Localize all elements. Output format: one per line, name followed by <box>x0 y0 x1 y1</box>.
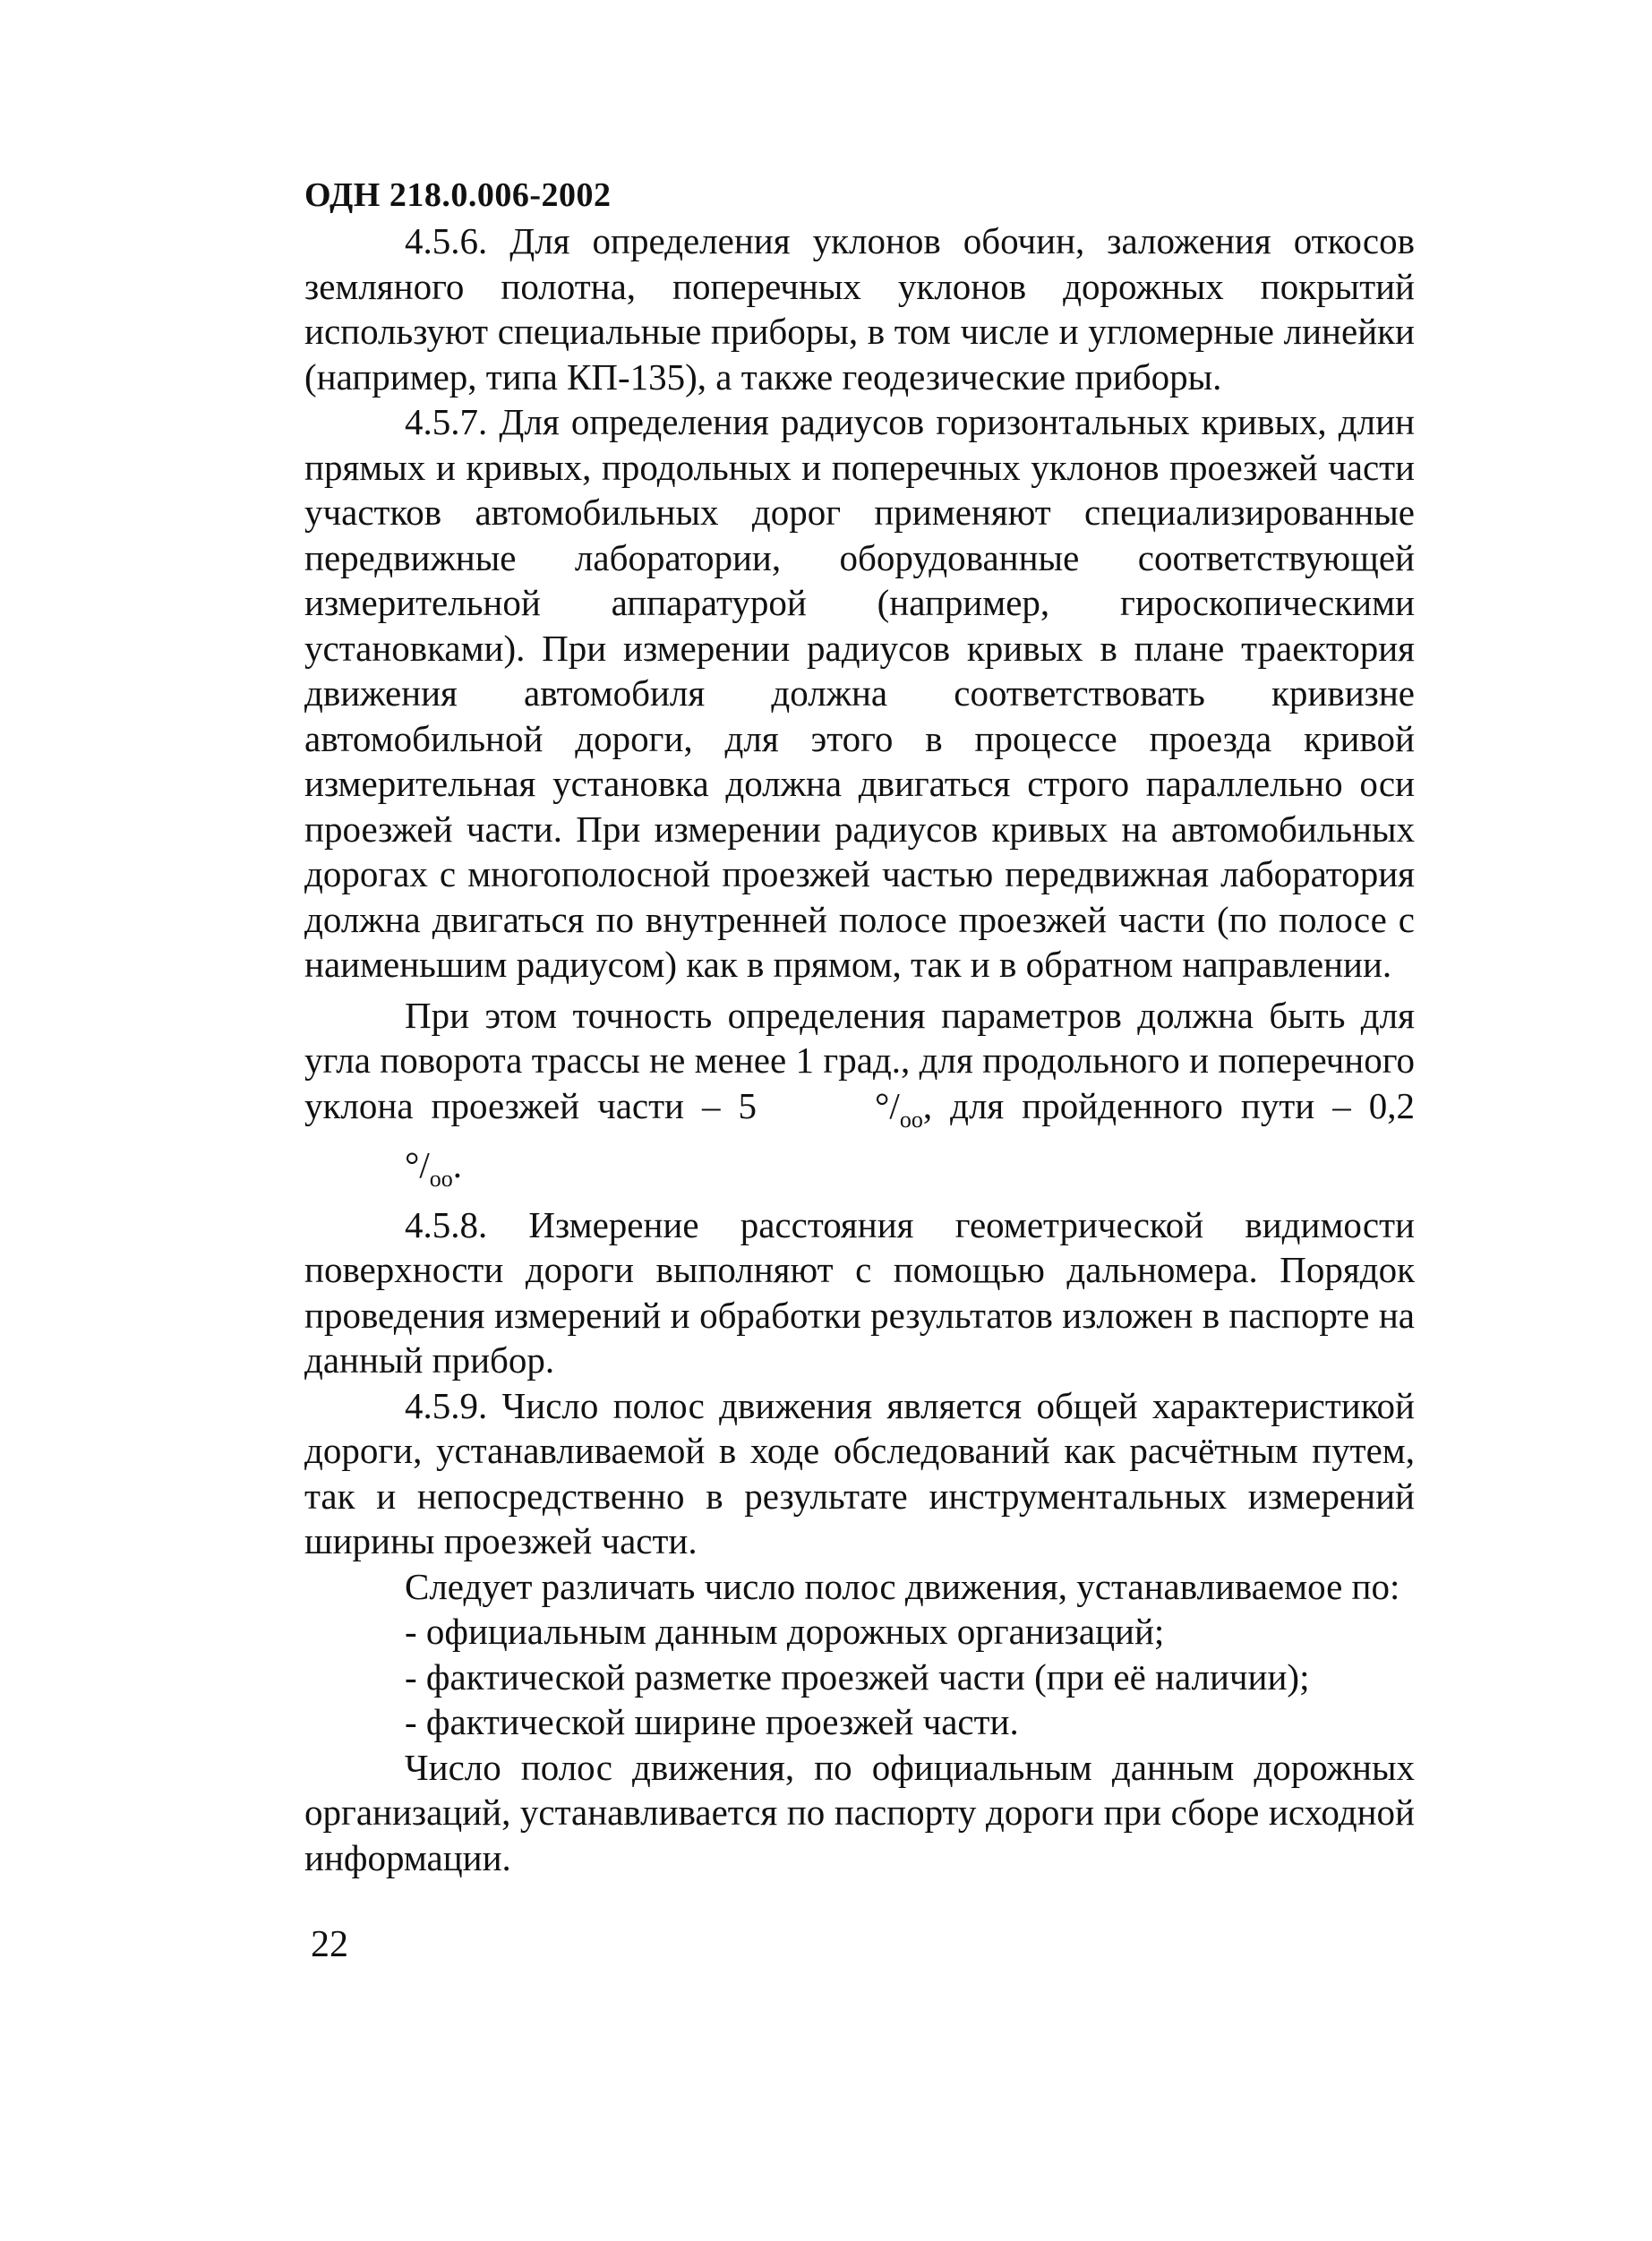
accuracy-text-1: При этом точность определения параметров должна быть для угла поворота трассы не менее 1 град., для продольного и поперечного уклона проезжей части – 5 <box>304 994 1415 1126</box>
accuracy-text-end: . <box>452 1144 463 1185</box>
permille-unit-2 <box>304 1142 453 1202</box>
permille-sub-2: оо <box>429 1166 453 1192</box>
list-item: - фактической ширине проезжей части. <box>405 1701 1019 1742</box>
permille-sign-2: °/ <box>405 1144 430 1185</box>
paragraph-4-5-7: 4.5.7. Для определения радиусов горизонтальных кривых, длин прямых и кривых, продольных и поперечных уклонов проезжей части участков автомобильных дорог применяют специализированные передвижные лаборатории, оборудованные соответствующей измерительной аппаратурой (например, гироскопическими установками). При измерении радиусов кривых в плане траектория движения автомобиля должна соответствовать кривизне автомобильной дороги, для этого в процессе проезда кривой измерительная установка должна двигаться строго параллельно оси проезжей части. При измерении радиусов кривых на автомобильных дорогах с многополосной проезжей частью передвижная лаборатория должна двигаться по внутренней полосе проезжей части (по полосе с наименьшим радиусом) как в прямом, так и в обратном направлении. <box>304 401 1415 985</box>
permille-sub-1: оо <box>899 1106 923 1133</box>
document-body <box>304 218 1415 1880</box>
list-item: - официальным данным дорожных организаций; <box>405 1611 1165 1652</box>
list-item: - фактической разметке проезжей части (при её наличии); <box>405 1655 1310 1698</box>
paragraph-distinguish: Следует различать число полос движения, устанавливаемое по: <box>405 1565 1400 1607</box>
paragraph-4-5-8: 4.5.8. Измерение расстояния геометрической видимости поверхности дороги выполняют с помощью дальномера. Порядок проведения измерений и обработки результатов изложен в паспорте на данный прибор. <box>304 1203 1415 1381</box>
paragraph-lane-count: Число полос движения, по официальным данным дорожных организаций, устанавливается по паспорту дороги при сборе исходной информации. <box>304 1746 1415 1878</box>
permille-sign-1: °/ <box>875 1084 900 1126</box>
accuracy-text-2: , для пройденного пути – 0,2 <box>922 1084 1415 1126</box>
paragraph-accuracy <box>304 993 1415 1202</box>
paragraph-4-5-9: 4.5.9. Число полос движения является общей характеристикой дороги, устанавливаемой в ходе обследований как расчётным путем, так и непосредственно в результате инструментальных измерений ширины проезжей части. <box>304 1384 1415 1561</box>
page-number: 22 <box>311 1924 348 1965</box>
permille-unit-1 <box>775 1083 923 1143</box>
document-header: ОДН 218.0.006-2002 <box>304 176 612 214</box>
paragraph-4-5-6: 4.5.6. Для определения уклонов обочин, заложения откосов земляного полотна, поперечных уклонов дорожных покрытий используют специальные приборы, в том числе и угломерные линейки (например, типа КП-135), а также геодезические приборы. <box>304 220 1415 398</box>
